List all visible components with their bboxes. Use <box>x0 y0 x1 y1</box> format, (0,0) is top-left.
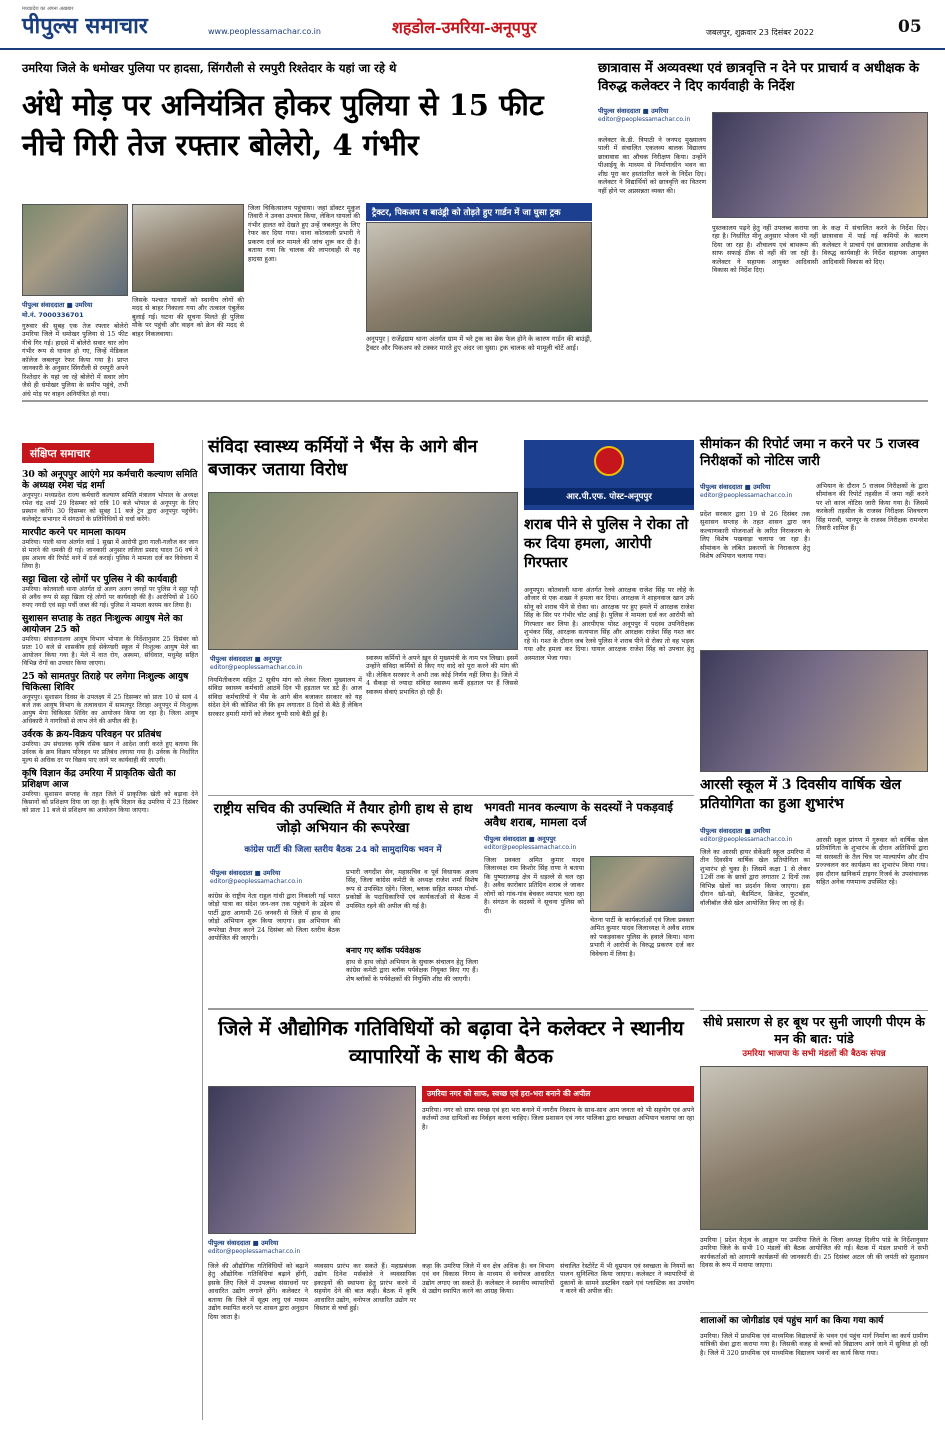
seemankan-credit: पीपुल्स संवाददाता ■ उमरिया <box>700 483 771 491</box>
seemankan-email: editor@peoplessamachar.co.in <box>700 492 793 499</box>
samvida-photo-buffalo <box>208 492 518 650</box>
rashtriya-email: editor@peoplessamachar.co.in <box>210 878 303 885</box>
truck-caption: अनूपपुर | राजेंद्रग्राम थाना अंतर्गत ग्राम में भरे ट्रक का ब्रेक फेल होने के कारण गार्डन की बाउंड्री, ट्रैक्टर और पिकअप को टक्कर मारते हुए अंदर जा घुसा। ट्रक चालक को मामूली चोटें आईं। <box>366 335 592 352</box>
bhagwati-photo <box>590 856 694 912</box>
lead-body-3: जिसके पश्चात घायलों को स्थानीय लोगों की मदद से बाहर निकाला गया और तत्काल एंबुलेंस बुलाई गई। घटना की सूचना मिलते ही पुलिस मौके पर पहुंची और वाहन को क्रेन की मदद से बाहर निकलवाया। <box>132 296 244 338</box>
lead-headline: अंधे मोड़ पर अनियंत्रित होकर पुलिया से 15 फीट नीचे गिरी तेज रफ्तार बोलेरो, 4 गंभीर <box>22 88 544 163</box>
divider-briefs <box>202 440 203 1420</box>
brief-item: कृषि विज्ञान केंद्र उमरिया में प्राकृतिक खेती का प्रशिक्षण आज उमरिया। सुशासन सप्ताह के तहत जिले में प्राकृतिक खेती को बढ़ावा देने किसानों को प्रशिक्षण दिया जा रहा है। कृषि विज्ञान केंद्र उमरिया में 23 दिसंबर को प्रातः 11 बजे से प्रशिक्षण का आयोजन किया जाएगा। <box>22 768 198 814</box>
safai-body-3: संचालित रेस्टोरेंट में भी धूम्रपान एवं स्वच्छता के नियमों का पालन सुनिश्चित किया जाएगा। कलेक्टर ने व्यापारियों से दुकानों के सामने डस्टबिन रखने एवं प्लास्टिक का उपयोग न करने की अपील की। <box>560 1262 694 1296</box>
bhagwati-body-1: जिला प्रवक्ता अमित कुमार यादव जिलाध्यक्ष राम किशोर सिंह राणा ने बताया कि पुष्पराजगढ़ क्षेत्र में धड़ल्ले से चल रहा है। अवैध कारोबार प्रतिदिन शराब ले जाकर लोगों को गांव-गांव बेचकर व्यापार चला रहा है। संगठन के सदस्यों ने सूचना पुलिस को दी। <box>484 856 584 915</box>
masthead <box>0 0 945 50</box>
seemankan-headline: सीमांकन की रिपोर्ट जमा न करने पर 5 राजस्व निरीक्षकों को नोटिस जारी <box>700 437 919 470</box>
audyogik-body-2: व्यवसाय प्रारंभ कर सकते हैं। महाप्रबंधक उद्योग दिनेश मर्सकोले ने व्यवसायिक इकाइयों की स्थापना हेतु प्रारंभ करने में सहयोग देने की बात कही। बैठक में कृषि आधारित उद्योग, वनोपज आधारित उद्योग पर विस्तार से चर्चा हुई। <box>314 1262 416 1313</box>
lead-body-1: गुरुवार की सुबह एक तेज रफ्तार बोलेरो उमरिया जिले में धमोखर पुलिया से 15 फीट नीचे गिर गई। हादसे में बोलेरो सवार चार लोग गंभीर रूप से घायल हो गए, जिन्हें मेडिकल कॉलेज जबलपुर रेफर किया गया है। प्राप्त जानकारी के अनुसार सिंगरौली से रमपुरी अपने रिश्तेदार के यहां जा रहे बोलेरो में सवार लोग जैसे ही धमोखर पुलिया के समीप पहुंचे, तभी अंधे मोड़ पर वाहन अनियंत्रित हो गया। <box>22 322 128 398</box>
hostel-photo <box>712 112 928 218</box>
lead-body-2: जिला चिकित्सालय पहुंचाया। जहां डॉक्टर मुकुल तिवारी ने उनका उपचार किया, लेकिन घायलों की गंभीर हालत को देखते हुए उन्हें जबलपुर के लिए रेफर कर दिया गया। थाना कोतवाली प्रभारी ने प्रकरण दर्ज कर मामले की जांच शुरू कर दी है। बताया गया कि चालक की लापरवाही से यह हादसा हुआ। <box>248 204 360 263</box>
divider-mid <box>208 795 694 796</box>
dateline: जबलपुर, शुक्रवार 23 दिसंबर 2022 <box>706 28 814 37</box>
pm-subhead: उमरिया भाजपा के सभी मंडलों की बैठक संपन्न <box>742 1049 886 1059</box>
school-email: editor@peoplessamachar.co.in <box>700 836 793 843</box>
pm-photo-meeting <box>700 1066 928 1230</box>
brief-item: 25 को सामतपुर तिराहे पर लगेगा निःशुल्क आयुष चिकित्सा शिविर अनूपपुर। सुशासन दिवस के उपलक्ष्य में 25 दिसम्बर को प्रातः 10 से सायं 4 बजे तक आयुष विभाग के तत्वावधान में सामतपुर तिराहा अनूपपुर में निःशुल्क आयुष मेगा चिकित्सा शिविर का आयोजन किया जा रहा है। जिला आयुष अधिकारी ने नागरिकों से लाभ लेने की अपील की है। <box>22 671 198 725</box>
audyogik-email: editor@peoplessamachar.co.in <box>208 1248 301 1255</box>
brief-item: सट्टा खिला रहे लोगों पर पुलिस ने की कार्यवाही उमरिया। कोतवाली थाना अंतर्गत दो अलग अलग जगहों पर पुलिस ने सट्टा पट्टी से अवैध रूप से सट्टा खिला रहे लोगों पर कार्यवाही की है। आरोपियों से 160 रुपए नगदी एवं सट्टा पर्ची जब्त की गई। पुलिस ने मामला कायम कर लिया है। <box>22 574 198 610</box>
brief-item: मारपीट करने पर मामला कायम उमरिया। पाली थाना अंतर्गत वार्ड 1 सुखा में आरोपी द्वारा गाली-गलौज कर जान से मारने की धमकी दी गई। जानकारी अनुसार ललिता प्रसाद यादव 56 वर्ष ने इस आशय की रिपोर्ट थाने में दर्ज कराई। पुलिस ने मामला दर्ज कर विवेचना में लिया है। <box>22 526 198 571</box>
safai-body-1: उमरिया। नगर को साफ स्वच्छ एवं हरा भरा बनाने में नगरीय निकाय के साथ-साथ आम जनता को भी सहयोग एवं अपने कर्तव्यों तथा दायित्वों का निर्वहन करना चाहिए। जिला प्रशासन एवं नगर पालिका द्वारा स्वच्छता अभियान चलाया जा रहा है। <box>422 1106 694 1131</box>
samvida-email: editor@peoplessamachar.co.in <box>210 664 303 671</box>
logo-small: मध्यप्रदेश का अपना अख़बार <box>22 6 74 12</box>
brief-item: 30 को अनूपपुर आएंगे मप्र कर्मचारी कल्याण समिति के अध्यक्ष रमेश चंद्र शर्मा अनूपपुर। मध्यप्रदेश राज्य कर्मचारी कल्याण समिति मंत्रालय भोपाल के अध्यक्ष रमेश चंद्र शर्मा 29 दिसम्बर को रात्रि 10 बजे भोपाल से अनूपपुर के लिए प्रस्थान करेंगे। 30 दिसम्बर को सुबह 11 बजे ट्रेन द्वारा अनूपपुर पहुंचेंगे। कलेक्ट्रेट सभागार में संगठनों के प्रतिनिधियों से चर्चा करेंगे। <box>22 469 198 523</box>
rpf-emblem-icon <box>594 446 624 476</box>
school-body-2: आरसी स्कूल प्रांगण में गुरुवार को वार्षिक खेल प्रतियोगिता के शुभारंभ के दौरान अतिथियों द्वारा मां सरस्वती के तैल चित्र पर माल्यार्पण और दीप प्रज्ज्वलन कर कार्यक्रम का शुभारंभ किया गया। इस दौरान खनिकर्म टाइगर रिजर्व के उपसंचालक सहित अनेक गणमान्य उपस्थित रहे। <box>816 836 928 887</box>
rashtriya-body-3: हाथ से हाथ जोड़ो अभियान के सुचारू संचालन हेतु जिला कांग्रेस कमेटी द्वारा ब्लॉक पर्यवेक्षक नियुक्त किए गए हैं। शेष ब्लॉकों के पर्यवेक्षकों की नियुक्ति शीघ्र की जाएगी। <box>346 958 478 983</box>
rpf-badge <box>524 440 694 510</box>
section-title: शहडोल-उमरिया-अनूपपुर <box>392 18 537 37</box>
briefs-title: संक्षिप्त समाचार <box>22 443 154 463</box>
hostel-body-1: कलेक्टर के.डी. त्रिपाठी ने जनपद मुख्यालय पाली में संचालित एकलव्य बालक विद्यालय छात्रावास का औचक निरीक्षण किया। उन्होंने पीआईयू के माध्यम से निर्माणाधीन भवन का शीघ्र पूरा कर हस्तांतरित करने के निर्देश दिए। कलेक्टर ने विद्यार्थियों को छात्रवृत्ति का वितरण नहीं होने पर अप्रसन्नता व्यक्त की। <box>598 136 706 195</box>
safai-banner: उमरिया नगर को साफ, स्वच्छ एवं हरा-भरा बनाने की अपील <box>422 1086 694 1102</box>
rashtriya-headline: राष्ट्रीय सचिव की उपस्थिति में तैयार होगी हाथ से हाथ जोड़ो अभियान की रूपरेखा <box>213 801 473 837</box>
seemankan-body-1: प्रदेश सरकार द्वारा 19 से 26 दिसंबर तक सुशासन सप्ताह के तहत शासन द्वारा जन कल्याणकारी योजनाओं के त्वरित निराकरण के लिए विशेष पखवाड़ा चलाया जा रहा है। सीमांकन के लंबित प्रकरणों के निराकरण हेतु विशेष अभियान चलाया गया। <box>700 510 810 561</box>
jogi-body: उमरिया। जिले में प्राथमिक एवं माध्यमिक विद्यालयों के भवन एवं पहुंच मार्ग निर्माण का कार्य ग्रामीण यांत्रिकी सेवा द्वारा कराया गया है। जिसकी वजह से बच्चों को विद्यालय आने जाने में सुविधा हो रही है। जिले में 320 प्राथमिक एवं माध्यमिक विद्यालय भवनों का कार्य किया गया। <box>700 1332 928 1357</box>
samvida-credit: पीपुल्स संवाददाता ■ अनूपपुर <box>210 655 282 663</box>
lead-photo-hospital <box>22 204 128 296</box>
samvida-body-2: स्वास्थ्य कर्मियों ने अपने ख़ून से मुख्यमंत्री के नाम पत्र लिखा। इसमें उन्होंने संविदा कर्मियों से किए गए वादे को पूरा करने की मांग की थी। लेकिन सरकार ने अभी तक कोई निर्णय नहीं लिया है। जिले में 4 सैकड़ा से ज्यादा संविदा स्वास्थ्य कर्मी हड़ताल पर हैं जिससे स्वास्थ्य सेवाएं प्रभावित हो रही हैं। <box>366 654 518 696</box>
hostel-credit: पीपुल्स संवाददाता ■ उमरिया <box>598 107 669 115</box>
hostel-body-3: के कक्ष में संचालित करने के निर्देश दिए। छात्रावास में पाई गई कमियों के कारण कलेक्टर ने प्राचार्य एवं छात्रावास अधीक्षक के विरुद्ध कार्यवाही के निर्देश सहायक आयुक्त आदिवासी विकास को दिए। <box>822 224 928 266</box>
pm-caption: उमरिया | प्रदेश नेतृत्व के आह्वान पर उमरिया जिले के जिला अध्यक्ष दिलीप पांडे के निर्देशानुसार उमरिया जिले के सभी 10 मंडलों की बैठक आयोजित की गई। बैठक में मंडल प्रभारी ने सभी कार्यकर्ताओं को आगामी कार्यक्रमों की जानकारी दी। 25 दिसंबर अटल जी की जयंती को सुशासन दिवस के रूप में मनाया जाएगा। <box>700 1236 928 1270</box>
divider-top <box>22 400 928 402</box>
website-link[interactable]: www.peoplessamachar.co.in <box>208 27 321 36</box>
safai-body-2: कहा कि उमरिया जिले में वन क्षेत्र अधिक है। वन विभाग एवं वन विकास निगम के माध्यम से वनोपज आधारित उद्योग लगाए जा सकते हैं। कलेक्टर ने स्थानीय व्यापारियों से उद्योग स्थापित करने का आग्रह किया। <box>422 1262 554 1296</box>
audyogik-headline: जिले में औद्योगिक गतिविधियों को बढ़ावा देने कलेक्टर ने स्थानीय व्यापारियों के साथ की बैठक <box>218 1016 684 1069</box>
rashtriya-subhead: कांग्रेस पार्टी की जिला स्तरीय बैठक 24 को सामुदायिक भवन में <box>244 845 442 855</box>
rpf-headline: शराब पीने से पुलिस ने रोका तो कर दिया हमला, आरोपी गिरफ्तार <box>524 516 689 571</box>
audyogik-photo <box>208 1086 416 1234</box>
school-credit: पीपुल्स संवाददाता ■ उमरिया <box>700 827 771 835</box>
lead-subhead-banner: ट्रैक्टर, पिकअप व बाउंड्री को तोड़ते हुए गार्डन में जा घुसा ट्रक <box>366 203 592 221</box>
brief-item: उर्वरक के क्रय-विक्रय परिवहन पर प्रतिबंध उमरिया। उप संचालक कृषि रसिक खान ने आदेश जारी करते हुए बताया कि उर्वरक के क्रय विक्रय परिवहन पर प्रतिबंध लगाया गया है। उर्वरक के निर्धारित मूल्य से अधिक दर पर विक्रय पाए जाने पर कार्यवाही की जाएगी। <box>22 729 198 765</box>
school-photo <box>700 650 928 772</box>
bhagwati-email: editor@peoplessamachar.co.in <box>484 844 577 851</box>
bhagwati-body-2: चेतना पार्टी के कार्यकर्ताओं एवं जिला प्रवक्ता अमित कुमार यादव जिलाध्यक्ष ने अवैध शराब को पकड़वाकर पुलिस के हवाले किया। थाना प्रभारी ने आरोपी के विरुद्ध प्रकरण दर्ज कर विवेचना में लिया है। <box>590 916 694 958</box>
lead-kicker: उमरिया जिले के धमोखर पुलिया पर हादसा, सिंगरौली से रमपुरी रिश्तेदार के यहां जा रहे थे <box>22 61 397 75</box>
divider-bottom <box>208 1008 694 1010</box>
rashtriya-body-1: कांग्रेस के राष्ट्रीय नेता राहुल गांधी द्वारा निकाली गई भारत जोड़ो यात्रा का संदेश जन-जन तक पहुंचाने के उद्देश्य से पार्टी द्वारा आगामी 26 जनवरी से जिले में हाथ से हाथ जोड़ो अभियान शुरू किया जाएगा। इस अभियान की रूपरेखा तैयार करने 24 दिसंबर को जिला स्तरीय बैठक आयोजित की जाएगी। <box>208 892 340 943</box>
lead-credit: पीपुल्स संवाददाता ■ उमरिया <box>22 301 93 309</box>
rpf-body: अनूपपुर। कोतवाली थाना अंतर्गत रेलवे आरक्षक राजेश सिंह पर लोहे के औजार से एक शख्स ने हमला कर दिया। आरक्षक ने शाहनवाज खान उर्फ सोनू को शराब पीने से रोका था। आरक्षक पर हुए हमले में आरक्षक राजेश सिंह के सिर पर गंभीर चोट आई है। पुलिस ने मामला दर्ज कर आरोपी को गिरफ्तार कर लिया है। आरपीएफ पोस्ट अनूपपुर में पदस्थ उपनिरीक्षक शुभंकर सिंह, आरक्षक सत्यपाल सिंह और आरक्षक राजेश सिंह गश्त कर रहे थे। गश्त के दौरान जब रेलवे पुलिस ने शराब पीने से रोका तो वह भड़क गया और हमला कर दिया। घायल आरक्षक राजेश सिंह को उपचार हेतु अस्पताल भेजा गया। <box>524 586 694 662</box>
rashtriya-subhead-2: बनाए गए ब्लॉक पर्यवेक्षक <box>346 945 421 955</box>
hostel-email: editor@peoplessamachar.co.in <box>598 116 691 123</box>
lead-photo-bolero <box>132 204 244 292</box>
bhagwati-headline: भगवती मानव कल्याण के सदस्यों ने पकड़वाई अवैध शराब, मामला दर्ज <box>484 800 673 829</box>
hostel-headline: छात्रावास में अव्यवस्था एवं छात्रवृत्ति न देने पर प्राचार्य व अधीक्षक के विरुद्ध कलेक्टर ने दिए कार्यवाही के निर्देश <box>598 61 920 94</box>
audyogik-credit: पीपुल्स संवाददाता ■ उमरिया <box>208 1239 279 1247</box>
briefs-column <box>22 466 198 1420</box>
school-headline: आरसी स्कूल में 3 दिवसीय वार्षिक खेल प्रतियोगिता का हुआ शुभारंभ <box>700 777 902 812</box>
school-body-1: जिले का आरसी हायर सेकेंडरी स्कूल उमरिया में तीन दिवसीय वार्षिक खेल प्रतियोगिता का शुभारंभ हो चुका है। जिसमें कक्षा 1 से लेकर 12वीं तक के छात्रों द्वारा लगातार 2 दिनों तक विभिन्न खेलों का प्रदर्शन किया जाएगा। इस दौरान खो-खो, बैडमिंटन, क्रिकेट, फुटबॉल, वॉलीबॉल जैसे खेल आयोजित किए जा रहे हैं। <box>700 848 810 907</box>
rashtriya-body-2: प्रभारी जगदीश सेन, महासचिव व पूर्व विधायक अजय सिंह, जिला कांग्रेस कमेटी के अध्यक्ष राजेश शर्मा विशेष रूप से उपस्थित रहेंगे। जिला, ब्लाक सहित समस्त मोर्चा-प्रकोष्ठों के पदाधिकारियों एवं कार्यकर्ताओं से बैठक में उपस्थित रहने की अपील की गई है। <box>346 868 478 910</box>
newspaper-logo: पीपुल्स समाचार <box>22 13 148 39</box>
brief-item: सुशासन सप्ताह के तहत निःशुल्क आयुष मेले का आयोजन 25 को उमरिया। संचालनालय आयुष विभाग भोपाल के निर्देशानुसार 25 दिसंबर को प्रातः 10 बजे से शासकीय हाई सेकेण्डरी स्कूल में निःशुल्क आयुष मेले का आयोजन किया गया है। मेले में वात रोग, अस्थमा, संधिवात, मधुमेह सहित विभिन्न रोगों का उपचार किया जाएगा। <box>22 613 198 668</box>
samvida-body-1: नियमितीकरण सहित 2 सूत्रीय मांग को लेकर जिला मुख्यालय में संविदा स्वास्थ्य कर्मचारी आठवें दिन भी हड़ताल पर डटे हैं। आज संविदा कर्मचारियों ने भैंस के आगे बीन बजाकर सरकार को यह संदेश देने की कोशिश की कि हम लगातार 8 दिनों से बैठे हैं लेकिन सरकार हमारी मांगों को लेकर चुप्पी साधे बैठी हुई है। <box>208 676 362 718</box>
divider-jogi <box>700 1312 928 1313</box>
jogi-headline: शालाओं का जोगीडांड एवं पहुंच मार्ग का किया गया कार्य <box>700 1316 884 1326</box>
truck-photo <box>366 222 592 332</box>
bhagwati-credit: पीपुल्स संवाददाता ■ अनूपपुर <box>484 835 556 843</box>
rashtriya-credit: पीपुल्स संवाददाता ■ उमरिया <box>210 869 281 877</box>
audyogik-body-1: जिले की औद्योगिक गतिविधियों को बढ़ाने हेतु औद्योगिक गतिविधियां बढ़ाने होंगी, इसके लिए जिले में उपलब्ध संसाधनों पर आधारित उद्योग लगाने होंगे। कलेक्टर ने बताया कि जिले में सूक्ष्म लघु एवं मध्यम उद्योग स्थापित करने पर शासन द्वारा अनुदान दिया जाता है। <box>208 1262 308 1321</box>
divider-pm <box>700 1010 928 1011</box>
hostel-body-2: पुस्तकालय पढ़ने हेतु नहीं उपलब्ध कराया जा रहा है। निर्धारित मीनू अनुसार भोजन भी नहीं दिया जा रहा है। शौचालय एवं बाथरूम की साफ सफाई ठीक से नहीं की जा रही है। कलेक्टर ने सहायक आयुक्त आदिवासी विकास को निर्देश दिए। <box>712 224 818 275</box>
samvida-headline: संविदा स्वास्थ्य कर्मियों ने भैंस के आगे बीन बजाकर जताया विरोध <box>208 437 478 480</box>
lead-mobile: मो.नं. 7000336701 <box>22 311 84 319</box>
rpf-badge-text: आर.पी.एफ. पोस्ट-अनूपपुर <box>524 488 694 505</box>
page-number: 05 <box>898 17 922 37</box>
pm-headline: सीधे प्रसारण से हर बूथ पर सुनी जाएगी पीएम के मन की बात: पांडे <box>703 1014 925 1046</box>
seemankan-body-2: अभियान के दौरान 5 राजस्व निरीक्षकों के द्वारा सीमांकन की रिपोर्ट तहसील में जमा नहीं करने पर शो काज नोटिस जारी किया गया है। जिसमें करकेली तहसील के राजस्व निरीक्षक शिवचरण सिंह मरावी, भानपुर के राजस्व निरीक्षक रामनरेश तिवारी शामिल हैं। <box>816 482 928 533</box>
